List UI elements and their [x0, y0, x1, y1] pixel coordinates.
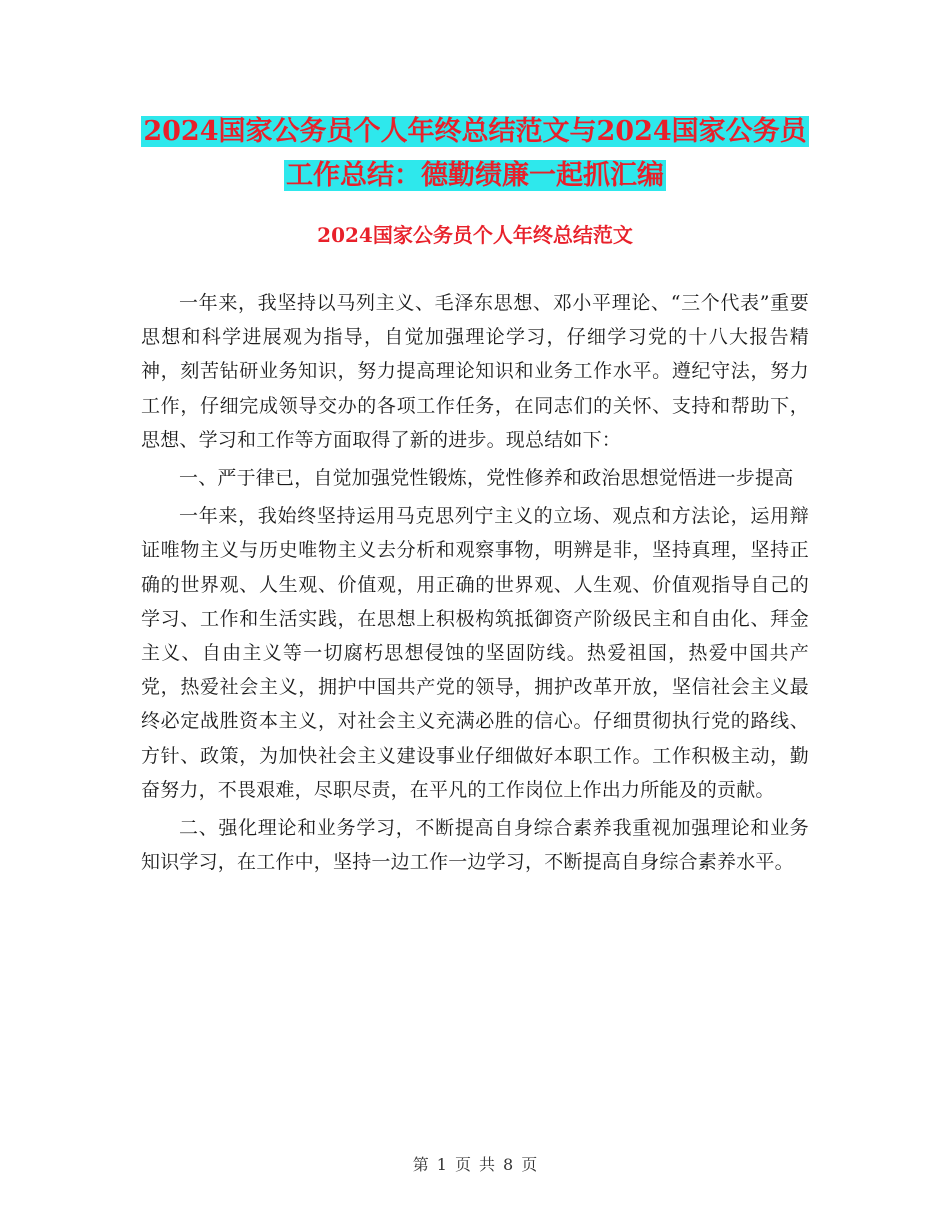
- document-body: [141, 286, 809, 883]
- paragraph-heading-2: 二、强化理论和业务学习，不断提高自身综合素养我重视加强理论和业务知识学习，在工作中，坚持一边工作一边学习，不断提高自身综合素养水平。: [141, 817, 809, 874]
- footer-total-pages: 8: [503, 1155, 514, 1174]
- paragraph-heading-1: 一、严于律已，自觉加强党性锻炼，党性修养和政治思想觉悟进一步提高: [179, 467, 794, 490]
- paragraph-section-1: 一年来，我始终坚持运用马克思列宁主义的立场、观点和方法论，运用辩证唯物主义与历史唯物主义去分析和观察事物，明辨是非，坚持真理，坚持正确的世界观、人生观、价值观，用正确的世界观、人生观、价值观指导自己的学习、工作和生活实践，在思想上积极构筑抵御资产阶级民主和自由化、拜金主义、自由主义等一切腐朽思想侵蚀的坚固防线。热爱祖国，热爱中国共产党，热爱社会主义，拥护中国共产党的领导，拥护改革开放，坚信社会主义最终必定战胜资本主义，对社会主义充满必胜的信心。仔细贯彻执行党的路线、方针、政策，为加快社会主义建设事业仔细做好本职工作。工作积极主动，勤奋努力，不畏艰难，尽职尽责，在平凡的工作岗位上作出力所能及的贡献。: [141, 505, 809, 801]
- footer-suffix: 页: [521, 1155, 538, 1174]
- page-footer: [0, 1152, 950, 1175]
- footer-page-word: 页: [454, 1155, 471, 1174]
- footer-prefix: 第: [412, 1155, 429, 1174]
- document-title-line-1: 2024国家公务员个人年终总结范文与2024国家公务员: [143, 116, 807, 147]
- paragraph-intro: 一年来，我坚持以马列主义、毛泽东思想、邓小平理论、“三个代表”重要思想和科学进展观为指导，自觉加强理论学习，仔细学习党的十八大报告精神，刻苦钻研业务知识，努力提高理论知识和业务工作水平。遵纪守法，努力工作，仔细完成领导交办的各项工作任务，在同志们的关怀、支持和帮助下，思想、学习和工作等方面取得了新的进步。现总结如下：: [141, 292, 809, 451]
- document-title: [140, 110, 810, 198]
- section-title: 2024国家公务员个人年终总结范文: [317, 223, 633, 247]
- footer-current-page: 1: [436, 1155, 447, 1174]
- document-title-line-2: 工作总结：德勤绩廉一起抓汇编: [286, 160, 664, 191]
- footer-total-word: 共: [479, 1155, 496, 1174]
